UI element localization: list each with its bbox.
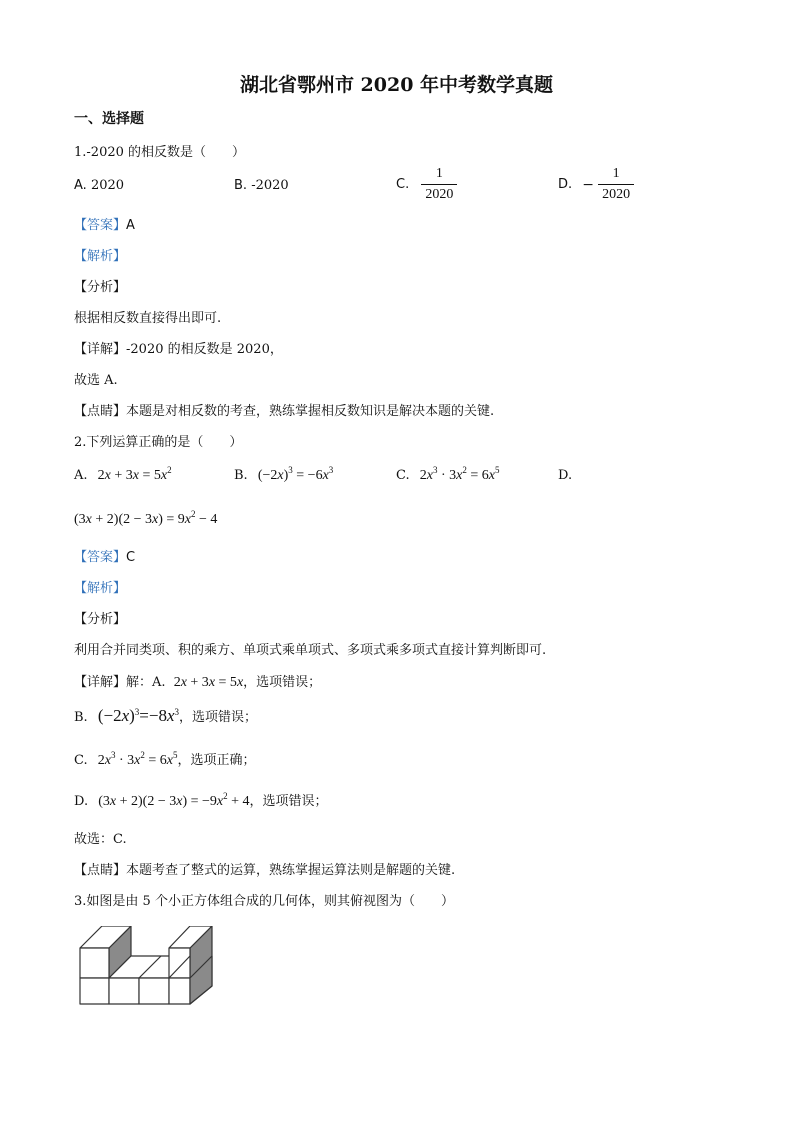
q2-xiangjie-a-expr: 2x + 3x = 5x (173, 675, 244, 690)
q1-guxuan: 故选 A. (74, 373, 118, 388)
q1-option-c-numerator: 1 (435, 166, 443, 181)
q2-guxuan: 故选：C. (74, 832, 127, 847)
q1-dianjing (74, 400, 494, 419)
q1-option-d-fraction (598, 166, 634, 203)
q1-option-a-text: 2020 (90, 178, 125, 193)
q2-answer-value: C (126, 550, 136, 565)
q2-option-c (396, 465, 500, 484)
q2-jiexi-tag: 【解析】 (74, 581, 127, 596)
q2-option-d-expr: $(3x + 2)(2 - 3x) = 9x^2 - 4$ (74, 509, 218, 527)
q2-dianjing-text: 本题考查了整式的运算，熟练掌握运算法则是解题的关键. (126, 863, 456, 878)
q1-option-b-label: B. (234, 178, 248, 193)
q2-xiangjie-a-verdict: ，选项错误； (243, 675, 322, 690)
q2-xiangjie-tag: 【详解】 (74, 675, 127, 690)
q1-option-d-denominator: 2020 (598, 184, 634, 203)
q2-option-c-label: C. (396, 468, 410, 483)
q1-jiexi-tag: 【解析】 (74, 249, 127, 264)
q1-answer (74, 214, 135, 233)
page-title: 湖北省鄂州市 2020 年中考数学真题 (239, 74, 554, 96)
q2-option-c-expr: $2x^3 \cdot 3x^2 = 6x^5$ (419, 465, 500, 483)
q1-option-d (558, 166, 634, 203)
q1-option-c-fraction (421, 166, 457, 203)
q2-dianjing-tag: 【点睛】 (74, 863, 127, 878)
q2-option-b (234, 465, 334, 484)
q1-option-d-label: D. (558, 177, 573, 192)
q2-xiangjie-line-a (74, 671, 321, 691)
q2-fenxi-tag: 【分析】 (74, 612, 127, 627)
q2-stem: 2.下列运算正确的是（ ） (74, 435, 243, 450)
q2-option-a-label: A. (74, 468, 88, 483)
q2-xiangjie-c-expr: $2x^3 \cdot 3x^2 = 6x^5$ (97, 750, 178, 768)
q1-option-c-denominator: 2020 (421, 184, 457, 203)
q2-option-b-expr: $(-2x)^3 = -6x^3$ (257, 465, 334, 483)
q2-xiangjie-b-expr: $(-2x)^3=-8x^3$ (97, 706, 180, 725)
q2-xiangjie-d-verdict: ，选项错误； (249, 794, 328, 809)
q2-answer-tag: 【答案】 (74, 550, 127, 565)
section-heading: 一、选择题 (74, 111, 144, 127)
q1-option-c-label: C. (396, 177, 410, 192)
q1-option-b (234, 178, 289, 193)
q1-xiangjie-tag: 【详解】 (74, 342, 127, 357)
q1-fenxi-tag: 【分析】 (74, 280, 127, 295)
q2-xiangjie-line-d (74, 790, 328, 810)
q2-option-a (74, 465, 172, 484)
q2-xiangjie-d-label: D. (74, 794, 89, 809)
q1-dianjing-text: 本题是对相反数的考查，熟练掌握相反数知识是解决本题的关键. (126, 404, 495, 419)
q1-answer-value: A (126, 218, 135, 233)
q1-option-d-numerator: 1 (612, 166, 620, 181)
q2-xiangjie-d-expr: $(3x + 2)(2 - 3x) = -9x^2 + 4$ (98, 791, 250, 809)
q1-xiangjie-text: -2020 的相反数是 2020， (126, 342, 283, 357)
q1-dianjing-tag: 【点睛】 (74, 404, 127, 419)
q2-xiangjie-b-verdict: ，选项错误； (179, 710, 258, 725)
q2-fenxi-text: 利用合并同类项、积的乘方、单项式乘单项式、多项式乘多项式直接计算判断即可. (74, 643, 547, 658)
q2-xiangjie-b-label: B. (74, 710, 88, 725)
q1-option-b-text: -2020 (251, 178, 289, 193)
q1-stem: 1.-2020 的相反数是（ ） (74, 145, 246, 160)
q2-dianjing (74, 859, 455, 878)
q1-xiangjie (74, 338, 283, 357)
q3-stem: 3.如图是由 5 个小正方体组合成的几何体，则其俯视图为（ ） (74, 894, 454, 909)
q3-cube-figure (78, 926, 218, 1012)
q2-xiangjie-line-c (74, 749, 256, 769)
cube-solid-drawing (78, 926, 218, 1008)
q1-option-a-label: A. (74, 178, 87, 193)
q2-option-a-expr: $2x + 3x = 5x^2$ (97, 465, 172, 483)
q1-answer-tag: 【答案】 (74, 218, 127, 233)
q2-xiangjie-c-verdict: ，选项正确； (177, 753, 256, 768)
q1-option-d-sign: − (582, 176, 595, 193)
q2-option-b-label: B. (234, 468, 248, 483)
q2-answer (74, 546, 135, 565)
q1-option-a (74, 178, 124, 193)
q2-xiangjie-prefix: 解：A. (126, 675, 166, 690)
q2-option-d-label: D. (558, 468, 573, 483)
q2-xiangjie-line-b (74, 706, 257, 726)
q1-fenxi-text: 根据相反数直接得出即可. (74, 311, 222, 326)
q2-xiangjie-c-label: C. (74, 753, 88, 768)
q1-option-c (396, 166, 457, 203)
